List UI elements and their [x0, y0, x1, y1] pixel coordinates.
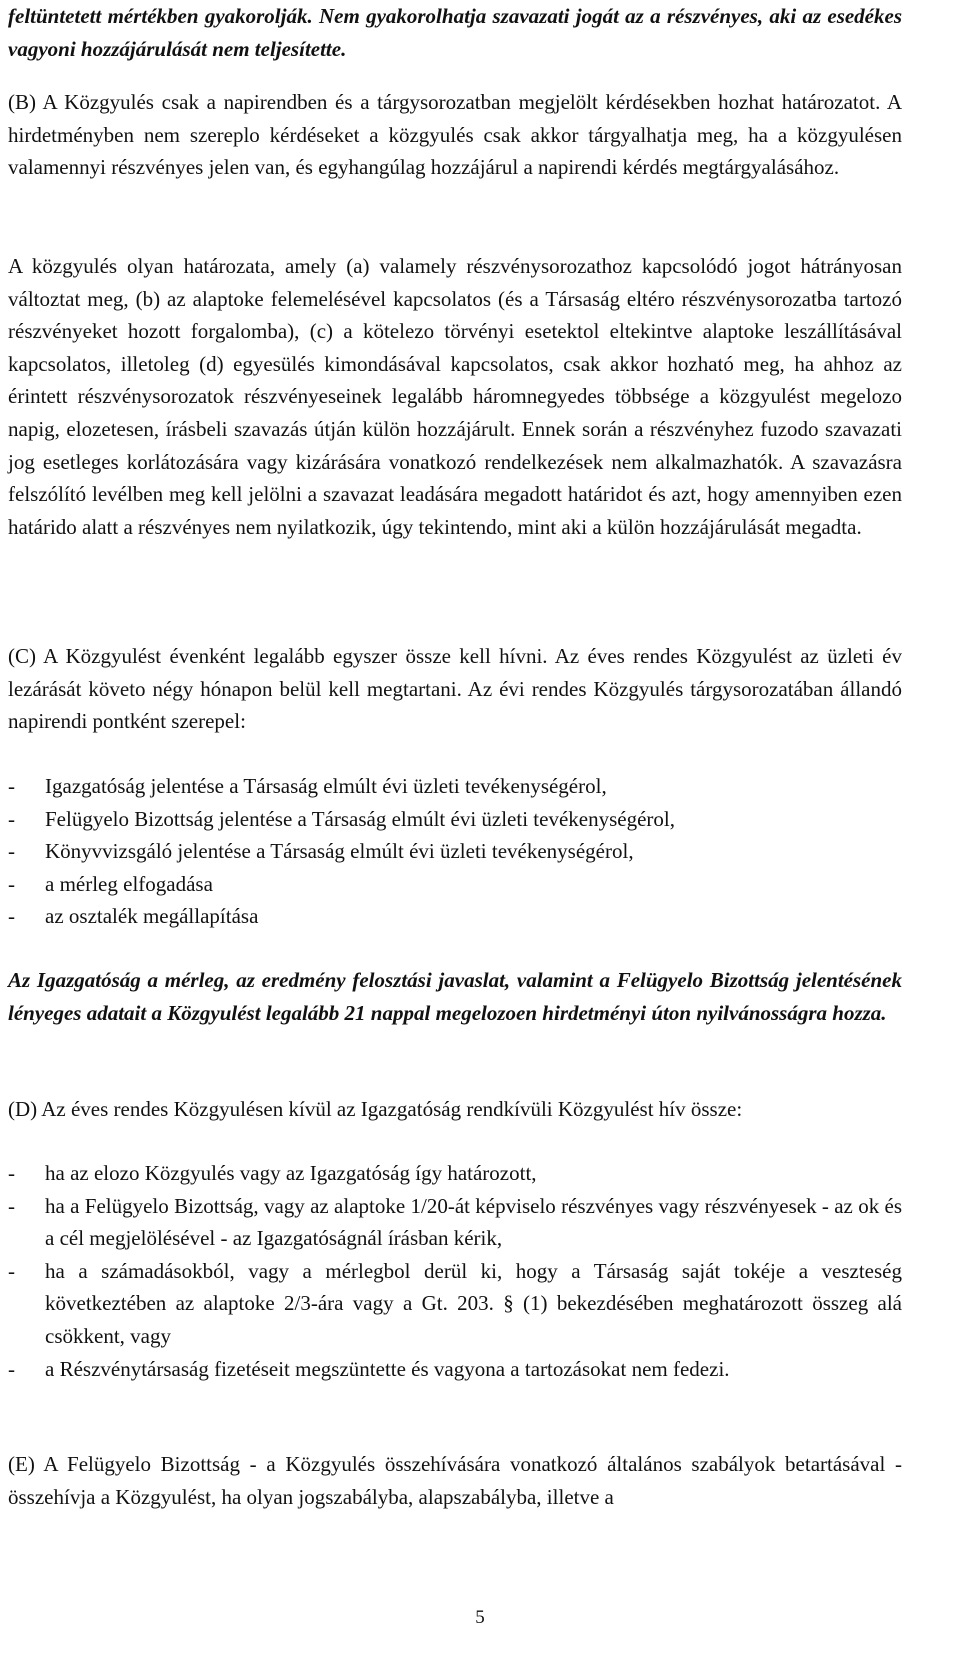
- list-item-text: ha az elozo Közgyulés vagy az Igazgatóság így határozott,: [45, 1161, 537, 1185]
- list-item-text: ha a számadásokból, vagy a mérlegbol derül ki, hogy a Társaság saját tokéje a veszteség következtében az alaptoke 2/3-ára vagy a Gt. 203. § (1) bekezdésében meghatározott összeg alá csökkent, vagy: [45, 1258, 902, 1348]
- list-item-text: az osztalék megállapítása: [45, 904, 259, 929]
- list-dash: -: [8, 774, 15, 798]
- list-item: [8, 835, 902, 868]
- paragraph-e: (E) A Felügyelo Bizottság - a Közgyulés összehívására vonatkozó általános szabályok betartásával - összehívja a Közgyulést, ha olyan jogszabályba, alapszabályba, illetve a: [8, 1452, 902, 1509]
- paragraph-c: (C) A Közgyulést évenként legalább egyszer össze kell hívni. Az éves rendes Közgyulést az üzleti év lezárását követo négy hónapon belül kell megtartani. Az évi rendes Közgyulés tárgysorozatában állandó napirendi pontként szerepel:: [8, 644, 902, 734]
- paragraph-share-series: A közgyulés olyan határozata, amely (a) valamely részvénysorozathoz kapcsolódó jogot hátrányosan változtat meg, (b) az alaptoke felemelésével kapcsolatos (és a Társaság eltéro részvénysorozatba tartozó részvényeket hozott forgalomba), (c) a kötelezo törvényi esetektol eltekintve alaptoke leszállításával kapcsolatos, illetoleg (d) egyesülés kimondásával kapcsolatos, csak akkor hozható meg, ha ahhoz az érintett részvénysorozatok részvényeseinek legalább háromnegyedes többsége a közgyulést megelozo napig, elozetesen, írásbeli szavazás útján külön hozzájárult. Ennek során a részvényhez fuzodo szavazati jog esetleges korlátozására vagy kizárására vonatkozó rendelkezések nem alkalmazhatók. A szavazásra felszólító levélben meg kell jelölni a szavazat leadására megadott határidot és azt, hogy amennyiben ezen határido alatt a részvényes nem nyilatkozik, úgy tekintendo, mint aki a külön hozzájárulását megadta.: [8, 254, 902, 539]
- list-dash: -: [8, 1258, 15, 1283]
- list-dash: -: [8, 1193, 15, 1218]
- list-item: [8, 770, 902, 803]
- list-dash: -: [8, 806, 15, 831]
- paragraph-fragment-top: feltüntetett mértékben gyakorolják. Nem gyakorolhatja szavazati jogát az a részvényes, aki az esedékes vagyoni hozzájárulását nem teljesítette.: [8, 4, 902, 61]
- paragraph-disclosure-bold: Az Igazgatóság a mérleg, az eredmény felosztási javaslat, valamint a Felügyelo Bizottság jelentésének lényeges adatait a Közgyulést legalább 21 nappal megelozoen hirdetményi úton nyilvánosságra hozza.: [8, 968, 902, 1025]
- list-item-text: Könyvvizsgáló jelentése a Társaság elmúlt évi üzleti tevékenységérol,: [45, 839, 634, 864]
- list-standing-agenda: [8, 770, 902, 933]
- page-number: 5: [475, 1607, 485, 1628]
- list-item-text: a mérleg elfogadása: [45, 871, 213, 896]
- list-item-text: Igazgatóság jelentése a Társaság elmúlt évi üzleti tevékenységérol,: [45, 774, 607, 798]
- list-extraordinary-meeting: [8, 1157, 902, 1385]
- list-dash: -: [8, 839, 15, 864]
- list-item: [8, 1190, 902, 1255]
- list-item-text: a Részvénytársaság fizetéseit megszüntette és vagyona a tartozásokat nem fedezi.: [45, 1356, 730, 1381]
- list-item: [8, 1255, 902, 1353]
- list-dash: -: [8, 1356, 15, 1381]
- list-item-text: Felügyelo Bizottság jelentése a Társaság elmúlt évi üzleti tevékenységérol,: [45, 806, 675, 831]
- list-dash: -: [8, 904, 15, 929]
- list-item: [8, 900, 902, 933]
- list-item: [8, 1157, 902, 1190]
- list-item: [8, 803, 902, 836]
- list-item: [8, 1353, 902, 1386]
- list-item-text: ha a Felügyelo Bizottság, vagy az alaptoke 1/20-át képviselo részvényes vagy részvényesek - az ok és a cél megjelölésével - az Igazgatóságnál írásban kérik,: [45, 1193, 902, 1251]
- list-dash: -: [8, 1161, 15, 1185]
- paragraph-b: (B) A Közgyulés csak a napirendben és a tárgysorozatban megjelölt kérdésekben hozhat határozatot. A hirdetményben nem szereplo kérdéseket a közgyulés csak akkor tárgyalhatja meg, ha a közgyulésen valamennyi részvényes jelen van, és egyhangúlag hozzájárul a napirendi kérdés megtárgyalásához.: [8, 90, 902, 180]
- list-item: [8, 868, 902, 901]
- paragraph-d: (D) Az éves rendes Közgyulésen kívül az Igazgatóság rendkívüli Közgyulést hív össze:: [8, 1097, 743, 1121]
- list-dash: -: [8, 871, 15, 896]
